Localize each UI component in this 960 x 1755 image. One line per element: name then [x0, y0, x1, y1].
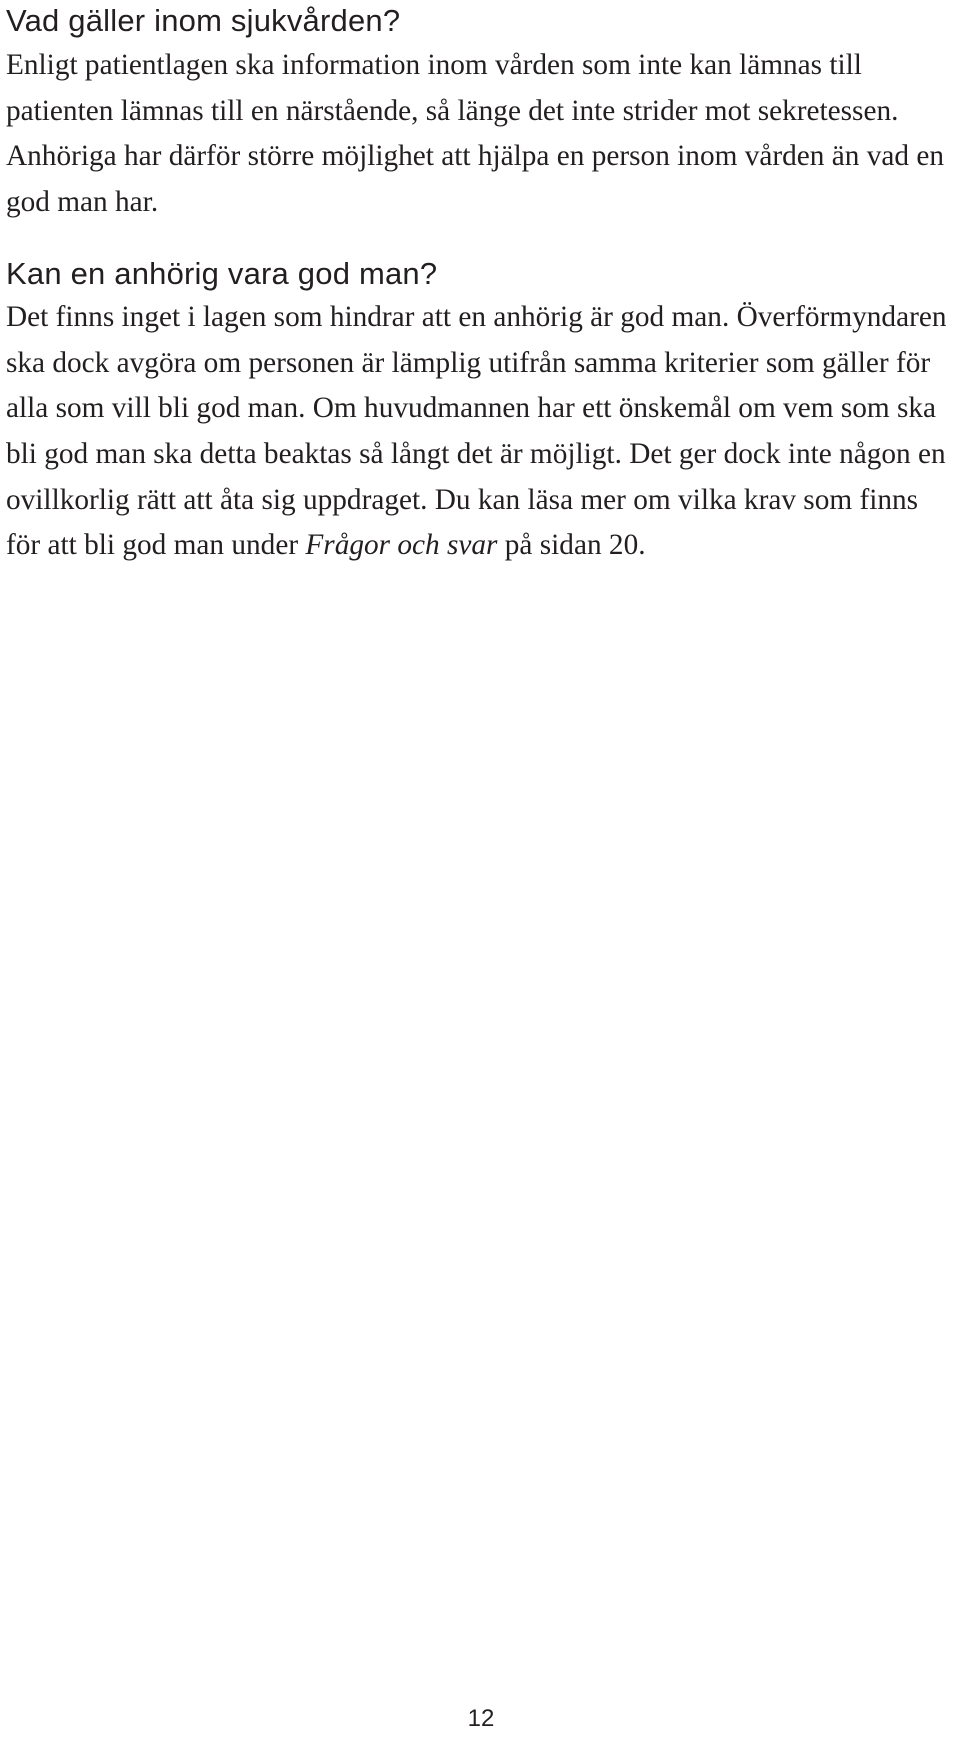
page-number: 12 [467, 1705, 495, 1732]
section-heading: Kan en anhörig vara god man? [6, 255, 438, 291]
page-number-footer [0, 1704, 960, 1734]
referenced-title: Frågor och svar [305, 529, 498, 562]
section-paragraph: Enligt patientlagen ska information inom vården som inte kan lämnas till patienten lämnas till en närstående, så länge det inte strider mot sekretessen. Anhöriga har därför större möjlighet att hjälpa en person inom vården än vad en god man har. [6, 49, 945, 219]
section-paragraph [6, 295, 954, 569]
paragraph-text: Det finns inget i lagen som hindrar att en anhörig är god man. Överförmyndaren ska dock avgöra om personen är lämplig utifrån samma kriterier som gäller för alla som vill bli god man. Om huvudmannen har ett önskemål om vem som ska bli god man ska detta beaktas så långt det är möjligt. Det ger dock inte någon en ovillkorlig rätt att åta sig uppdraget. Du kan läsa mer om vilka krav som finns för att bli god man under [6, 300, 947, 562]
section-heading: Vad gäller inom sjukvården? [6, 3, 401, 38]
paragraph-text: på sidan 20. [497, 529, 646, 562]
page-content [6, 0, 954, 569]
